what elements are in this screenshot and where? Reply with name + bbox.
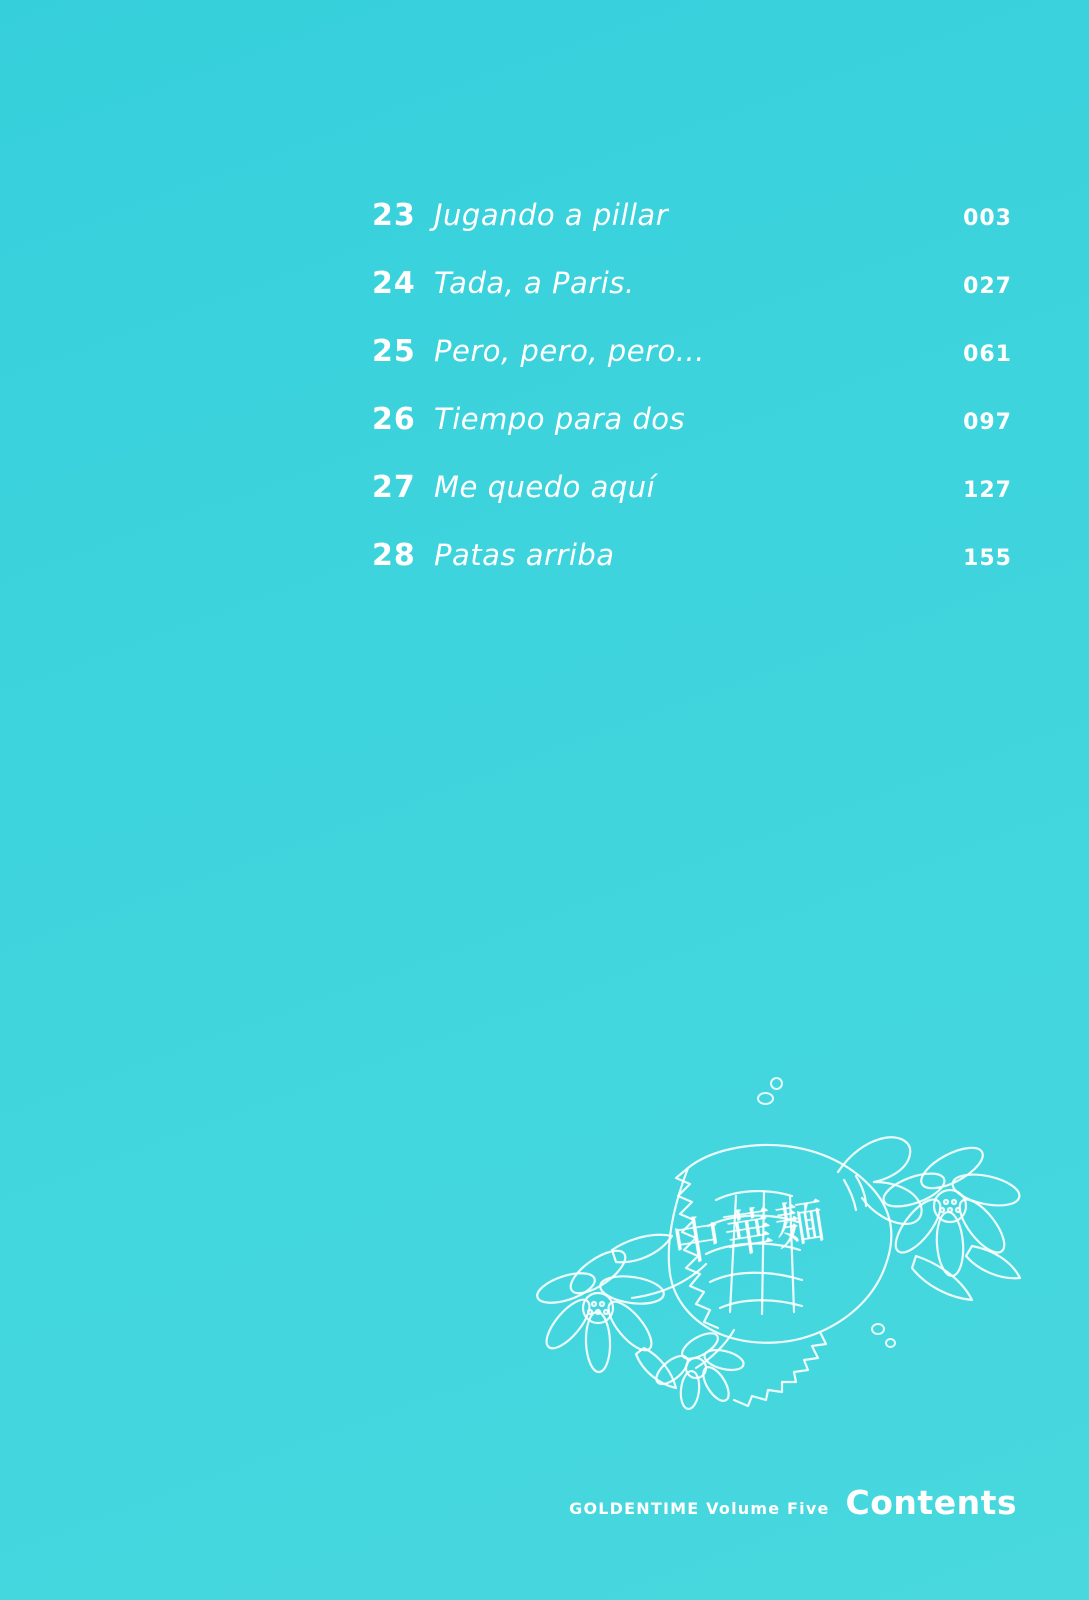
page-footer [569,1483,1017,1522]
chapter-number: 27 [372,470,416,505]
chapter-number: 28 [372,538,416,573]
table-row[interactable] [372,538,1012,606]
chapter-number: 23 [372,198,416,233]
table-row[interactable] [372,266,1012,334]
chapter-title: Pero, pero, pero... [434,334,705,368]
package-text: 中華麺 [667,1191,832,1274]
chapter-page-number: 027 [963,274,1012,299]
table-row[interactable] [372,470,1012,538]
chapter-page-number: 155 [963,546,1012,571]
table-row[interactable] [372,402,1012,470]
chapter-number: 25 [372,334,416,369]
bubble-speck-icon [757,1092,774,1105]
bubble-speck-icon [871,1323,885,1335]
chapter-page-number: 097 [963,410,1012,435]
chapter-title: Me quedo aquí [434,470,656,504]
chapter-title: Tada, a Paris. [434,266,635,300]
chapter-number: 24 [372,266,416,301]
chapter-page-number: 127 [963,478,1012,503]
chapter-title: Jugando a pillar [434,198,669,232]
chapter-title: Patas arriba [434,538,615,572]
bubble-speck-icon [885,1338,896,1348]
footer-contents-label: Contents [845,1483,1017,1522]
footer-series-label: GOLDENTIME Volume Five [569,1499,830,1518]
bubble-speck-icon [770,1077,783,1090]
table-row[interactable] [372,334,1012,402]
table-of-contents [372,198,1012,606]
chapter-page-number: 061 [963,342,1012,367]
table-row[interactable] [372,198,1012,266]
chapter-title: Tiempo para dos [434,402,686,436]
chapter-page-number: 003 [963,206,1012,231]
chapter-number: 26 [372,402,416,437]
